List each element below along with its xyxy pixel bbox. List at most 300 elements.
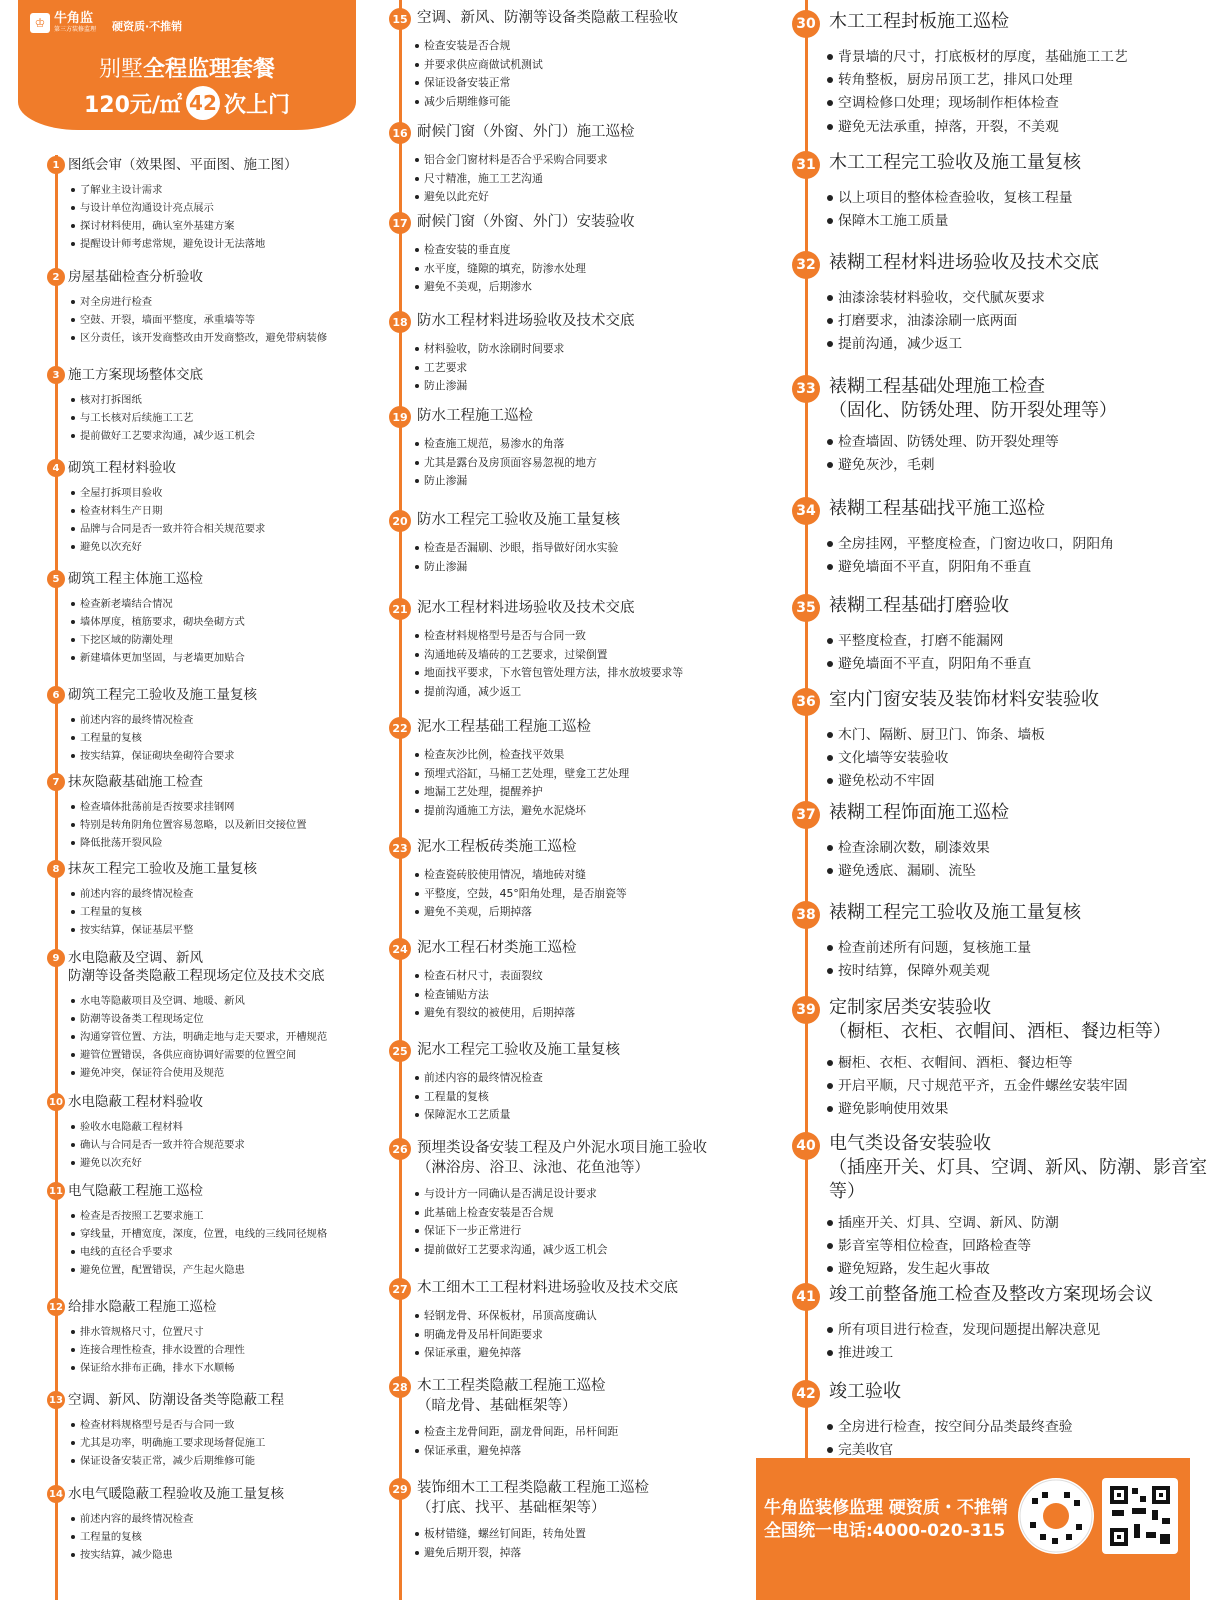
step-number-badge: 22 xyxy=(389,717,411,739)
step-header xyxy=(388,8,788,30)
step-point: 水电等隐蔽项目及空调、地暖、新风 xyxy=(80,992,380,1010)
step-title xyxy=(829,151,1081,175)
step-title-line: 裱糊工程基础打磨验收 xyxy=(829,595,1009,616)
step-point: 与设计单位沟通设计亮点展示 xyxy=(80,199,380,217)
step-3 xyxy=(0,366,380,445)
step-point: 油漆涂装材料验收，交代腻灰要求 xyxy=(838,287,1220,310)
step-point: 避免不美观，后期掉落 xyxy=(424,903,788,922)
step-title xyxy=(417,212,635,232)
step-title-line: 给排水隐蔽工程施工巡检 xyxy=(68,1299,217,1315)
step-header xyxy=(388,837,788,859)
step-title-line: 抹灰隐蔽基础施工检查 xyxy=(68,774,203,790)
step-title xyxy=(68,366,203,384)
step-header xyxy=(786,801,1220,829)
step-points xyxy=(838,1416,1220,1462)
step-point: 避免影响使用效果 xyxy=(838,1098,1220,1121)
step-points xyxy=(80,711,380,765)
step-36 xyxy=(786,688,1220,794)
logo-name: 牛角监 xyxy=(54,11,94,26)
step-title-line: 施工方案现场整体交底 xyxy=(68,367,203,383)
step-point: 前述内容的最终情况检查 xyxy=(80,711,380,729)
step-points xyxy=(424,151,788,207)
step-title-line: 竣工验收 xyxy=(829,1381,901,1402)
step-title-line: 木工工程类隐蔽工程施工巡检 xyxy=(417,1378,606,1394)
step-header xyxy=(388,212,788,234)
step-header xyxy=(0,860,380,878)
visits-count: 42 xyxy=(186,86,220,120)
step-point: 工程量的复核 xyxy=(80,1528,380,1546)
step-title-line: 水电气暖隐蔽工程验收及施工量复核 xyxy=(68,1486,284,1502)
step-title-line: 防水工程完工验收及施工量复核 xyxy=(417,512,620,528)
qr-code-icon[interactable] xyxy=(1102,1478,1178,1554)
step-25 xyxy=(388,1040,788,1125)
step-title xyxy=(417,837,577,857)
step-point: 与工长核对后续施工工艺 xyxy=(80,409,380,427)
step-header xyxy=(786,497,1220,525)
step-points xyxy=(424,37,788,111)
step-header xyxy=(0,1485,380,1503)
step-point: 检查瓷砖胶使用情况，墙地砖对缝 xyxy=(424,866,788,885)
step-title xyxy=(417,406,533,426)
step-point: 检查墙固、防锈处理、防开裂处理等 xyxy=(838,431,1220,454)
step-point: 降低批荡开裂风险 xyxy=(80,834,380,852)
step-point: 新建墙体更加坚固，与老墙更加贴合 xyxy=(80,649,380,667)
step-41 xyxy=(786,1283,1220,1365)
step-21 xyxy=(388,598,788,701)
step-24 xyxy=(388,938,788,1023)
step-title-line: （插座开关、灯具、空调、新风、防潮、影音室等） xyxy=(829,1157,1207,1202)
step-header xyxy=(786,251,1220,279)
step-2 xyxy=(0,268,380,347)
step-10 xyxy=(0,1093,380,1172)
step-points xyxy=(80,595,380,667)
step-point: 墙体厚度，植筋要求，砌块垒砌方式 xyxy=(80,613,380,631)
step-title xyxy=(829,594,1009,618)
step-title-line: 泥水工程板砖类施工巡检 xyxy=(417,839,577,855)
step-title-line: 预埋类设备安装工程及户外泥水项目施工验收 xyxy=(417,1140,707,1156)
step-point: 并要求供应商做试机测试 xyxy=(424,56,788,75)
step-number-badge: 6 xyxy=(47,686,65,704)
step-number-badge: 33 xyxy=(792,375,820,403)
step-points xyxy=(424,967,788,1023)
step-title xyxy=(68,1298,217,1316)
step-number-badge: 1 xyxy=(47,156,65,174)
step-header xyxy=(0,1391,380,1409)
step-points xyxy=(838,533,1220,579)
step-title xyxy=(68,860,257,878)
step-number-badge: 11 xyxy=(47,1182,65,1200)
step-number-badge: 9 xyxy=(47,949,65,967)
step-number-badge: 16 xyxy=(389,122,411,144)
step-points xyxy=(80,1416,380,1470)
step-12 xyxy=(0,1298,380,1377)
step-point: 保证设备安装正常 xyxy=(424,74,788,93)
step-title xyxy=(68,949,325,985)
step-point: 连接合理性检查，排水设置的合理性 xyxy=(80,1341,380,1359)
step-title-line: 空调、新风、防潮设备类等隐蔽工程 xyxy=(68,1392,284,1408)
step-title-line: 电气类设备安装验收 xyxy=(829,1133,991,1154)
step-number-badge: 21 xyxy=(389,598,411,620)
step-title-line: 泥水工程基础工程施工巡检 xyxy=(417,719,591,735)
step-number-badge: 37 xyxy=(792,801,820,829)
step-header xyxy=(786,1380,1220,1408)
step-point: 水平度，缝隙的填充，防渗水处理 xyxy=(424,260,788,279)
step-16 xyxy=(388,122,788,207)
step-point: 工程量的复核 xyxy=(424,1088,788,1107)
step-header xyxy=(786,688,1220,716)
step-title xyxy=(829,251,1099,275)
step-point: 前述内容的最终情况检查 xyxy=(80,885,380,903)
step-title-line: 水电隐蔽工程材料验收 xyxy=(68,1094,203,1110)
step-point: 提前沟通施工方法，避免水泥烧坏 xyxy=(424,802,788,821)
logo-sub: 第三方装修监理 xyxy=(54,26,97,33)
step-title xyxy=(829,901,1081,925)
step-points xyxy=(424,1423,788,1460)
step-title xyxy=(417,598,635,618)
step-header xyxy=(388,406,788,428)
step-30 xyxy=(786,10,1220,139)
step-point: 橱柜、衣柜、衣帽间、酒柜、餐边柜等 xyxy=(838,1052,1220,1075)
step-20 xyxy=(388,510,788,576)
step-header xyxy=(786,10,1220,38)
step-point: 全房挂网，平整度检查，门窗边收口，阴阳角 xyxy=(838,533,1220,556)
step-point: 检查材料规格型号是否与合同一致 xyxy=(80,1416,380,1434)
step-title-line: 图纸会审（效果图、平面图、施工图） xyxy=(68,157,298,173)
step-title xyxy=(829,1132,1220,1204)
step-1 xyxy=(0,156,380,253)
step-points xyxy=(80,391,380,445)
step-title xyxy=(68,686,257,704)
visits-text: 次上门 xyxy=(223,92,290,118)
step-title xyxy=(68,459,176,477)
step-38 xyxy=(786,901,1220,983)
step-title-line: 防潮等设备类隐蔽工程现场定位及技术交底 xyxy=(68,968,325,984)
step-title-line: 泥水工程石材类施工巡检 xyxy=(417,940,577,956)
step-title xyxy=(829,801,1009,825)
step-title-line: 裱糊工程饰面施工巡检 xyxy=(829,802,1009,823)
step-39 xyxy=(786,996,1220,1122)
step-title-line: （固化、防锈处理、防开裂处理等） xyxy=(829,400,1117,421)
step-number-badge: 24 xyxy=(389,938,411,960)
step-point: 开启平顺，尺寸规范平齐，五金件螺丝安装牢固 xyxy=(838,1075,1220,1098)
step-title-line: 裱糊工程基础处理施工检查 xyxy=(829,376,1045,397)
step-number-badge: 3 xyxy=(47,366,65,384)
step-point: 电线的直径合乎要求 xyxy=(80,1243,380,1261)
step-point: 防潮等设备类工程现场定位 xyxy=(80,1010,380,1028)
mini-program-qr-icon[interactable] xyxy=(1018,1478,1094,1554)
step-point: 检查主龙骨间距，副龙骨间距，吊杆间距 xyxy=(424,1423,788,1442)
step-header xyxy=(388,1138,788,1178)
step-points xyxy=(838,724,1220,794)
step-number-badge: 23 xyxy=(389,837,411,859)
step-point: 保证下一步正常进行 xyxy=(424,1222,788,1241)
step-title-line: 室内门窗安装及装饰材料安装验收 xyxy=(829,689,1099,710)
step-point: 所有项目进行检查，发现问题提出解决意见 xyxy=(838,1319,1220,1342)
step-point: 轻钢龙骨、环保板材，吊顶高度确认 xyxy=(424,1307,788,1326)
package-title-prefix: 别墅 xyxy=(98,57,143,82)
step-points xyxy=(424,241,788,297)
step-point: 按实结算，保证砌块垒砌符合要求 xyxy=(80,747,380,765)
step-point: 避免不美观，后期渗水 xyxy=(424,278,788,297)
step-point: 核对打拆图纸 xyxy=(80,391,380,409)
step-point: 背景墙的尺寸，打底板材的厚度，基础施工工艺 xyxy=(838,46,1220,69)
step-title xyxy=(417,510,620,530)
step-point: 避免透底、漏刷、流坠 xyxy=(838,860,1220,883)
step-title-line: 裱糊工程完工验收及施工量复核 xyxy=(829,902,1081,923)
step-28 xyxy=(388,1376,788,1460)
step-points xyxy=(424,1307,788,1363)
step-point: 确认与合同是否一致并符合规范要求 xyxy=(80,1136,380,1154)
step-point: 板材错缝，螺丝钉间距，转角处置 xyxy=(424,1525,788,1544)
step-point: 穿线量，开槽宽度，深度，位置，电线的三线同径规格 xyxy=(80,1225,380,1243)
step-point: 插座开关、灯具、空调、新风、防潮 xyxy=(838,1212,1220,1235)
step-number-badge: 2 xyxy=(47,268,65,286)
step-title xyxy=(829,375,1117,423)
step-title-line: 泥水工程材料进场验收及技术交底 xyxy=(417,600,635,616)
step-header xyxy=(388,311,788,333)
step-14 xyxy=(0,1485,380,1564)
step-number-badge: 34 xyxy=(792,497,820,525)
step-point: 平整度检查，打磨不能漏网 xyxy=(838,630,1220,653)
step-number-badge: 29 xyxy=(389,1478,411,1500)
step-title-line: 耐候门窗（外窗、外门）施工巡检 xyxy=(417,124,635,140)
step-point: 检查是否漏刷、沙眼，指导做好闭水实验 xyxy=(424,539,788,558)
column-right xyxy=(786,0,1220,1600)
step-title xyxy=(829,497,1045,521)
step-point: 检查安装是否合规 xyxy=(424,37,788,56)
step-point: 防止渗漏 xyxy=(424,377,788,396)
step-point: 保证给水排布正确，排水下水顺畅 xyxy=(80,1359,380,1377)
step-8 xyxy=(0,860,380,939)
step-point: 验收水电隐蔽工程材料 xyxy=(80,1118,380,1136)
step-26 xyxy=(388,1138,788,1259)
step-points xyxy=(424,746,788,820)
step-point: 尤其是露台及房顶面容易忽视的地方 xyxy=(424,454,788,473)
step-title xyxy=(417,8,678,28)
step-number-badge: 17 xyxy=(389,212,411,234)
step-title xyxy=(829,688,1099,712)
step-number-badge: 39 xyxy=(792,996,820,1024)
step-number-badge: 27 xyxy=(389,1278,411,1300)
step-points xyxy=(80,293,380,347)
step-title xyxy=(68,1182,203,1200)
step-header xyxy=(786,151,1220,179)
step-number-badge: 10 xyxy=(47,1093,65,1111)
step-point: 检查墙体批荡前是否按要求挂钢网 xyxy=(80,798,380,816)
banner-slogan: 硬资质·不推销 xyxy=(112,20,183,33)
step-number-badge: 31 xyxy=(792,151,820,179)
step-points xyxy=(838,937,1220,983)
step-points xyxy=(80,992,380,1082)
step-31 xyxy=(786,151,1220,233)
step-title xyxy=(829,996,1171,1044)
step-number-badge: 18 xyxy=(389,311,411,333)
step-point: 前述内容的最终情况检查 xyxy=(424,1069,788,1088)
step-title-line: 泥水工程完工验收及施工量复核 xyxy=(417,1042,620,1058)
step-4 xyxy=(0,459,380,556)
step-points xyxy=(424,627,788,701)
step-15 xyxy=(388,8,788,111)
step-header xyxy=(0,156,380,174)
step-title-line: （橱柜、衣柜、衣帽间、酒柜、餐边柜等） xyxy=(829,1021,1171,1042)
step-number-badge: 12 xyxy=(47,1298,65,1316)
step-title-line: 裱糊工程基础找平施工巡检 xyxy=(829,498,1045,519)
step-title-line: 木工工程完工验收及施工量复核 xyxy=(829,152,1081,173)
step-point: 按实结算，减少隐患 xyxy=(80,1546,380,1564)
step-title xyxy=(417,717,591,737)
step-number-badge: 8 xyxy=(47,860,65,878)
step-title-line: 竣工前整备施工检查及整改方案现场会议 xyxy=(829,1284,1153,1305)
step-point: 避免冲突，保证符合使用及规范 xyxy=(80,1064,380,1082)
step-point: 避免短路，发生起火事故 xyxy=(838,1258,1220,1281)
step-number-badge: 40 xyxy=(792,1132,820,1160)
step-point: 与设计方一同确认是否满足设计要求 xyxy=(424,1185,788,1204)
step-points xyxy=(424,340,788,396)
footer-brand-line: 牛角监装修监理 硬资质・不推销 xyxy=(764,1498,1008,1518)
step-number-badge: 19 xyxy=(389,406,411,428)
step-points xyxy=(80,1510,380,1564)
step-number-badge: 25 xyxy=(389,1040,411,1062)
step-point: 检查灰沙比例，检查找平效果 xyxy=(424,746,788,765)
step-point: 沟通地砖及墙砖的工艺要求，过梁倒置 xyxy=(424,646,788,665)
step-number-badge: 35 xyxy=(792,594,820,622)
step-title-line: （暗龙骨、基础框架等） xyxy=(417,1398,577,1414)
step-point: 避免以此充好 xyxy=(424,188,788,207)
step-number-badge: 38 xyxy=(792,901,820,929)
step-title xyxy=(417,311,635,331)
step-33 xyxy=(786,375,1220,477)
step-point: 避免后期开裂，掉落 xyxy=(424,1544,788,1563)
step-point: 铝合金门窗材料是否合乎采购合同要求 xyxy=(424,151,788,170)
step-19 xyxy=(388,406,788,491)
step-point: 特别是转角阴角位置容易忽略，以及新旧交接位置 xyxy=(80,816,380,834)
step-title xyxy=(68,156,298,174)
step-number-badge: 30 xyxy=(792,10,820,38)
step-point: 保证承重，避免掉落 xyxy=(424,1344,788,1363)
step-point: 避免以次充好 xyxy=(80,538,380,556)
step-number-badge: 32 xyxy=(792,251,820,279)
step-title-line: 防水工程施工巡检 xyxy=(417,408,533,424)
step-point: 全房进行检查，按空间分品类最终查验 xyxy=(838,1416,1220,1439)
step-point: 提前做好工艺要求沟通，减少返工机会 xyxy=(424,1241,788,1260)
step-point: 探讨材料使用，确认室外基建方案 xyxy=(80,217,380,235)
step-header xyxy=(786,996,1220,1044)
step-points xyxy=(424,1525,788,1562)
step-point: 对全房进行检查 xyxy=(80,293,380,311)
step-42 xyxy=(786,1380,1220,1462)
step-points xyxy=(838,630,1220,676)
step-point: 按实结算，保证基层平整 xyxy=(80,921,380,939)
step-number-badge: 20 xyxy=(389,510,411,532)
step-points xyxy=(838,837,1220,883)
step-title-line: 装饰细木工工程类隐蔽工程施工巡检 xyxy=(417,1480,649,1496)
step-point: 空调检修口处理；现场制作柜体检查 xyxy=(838,92,1220,115)
price-text: 120元/㎡ xyxy=(84,92,182,118)
step-title-line: 定制家居类安装验收 xyxy=(829,997,991,1018)
step-17 xyxy=(388,212,788,297)
step-point: 沟通穿管位置、方法，明确走地与走天要求，开槽规范 xyxy=(80,1028,380,1046)
step-title xyxy=(417,1138,707,1178)
step-point: 保障泥水工艺质量 xyxy=(424,1106,788,1125)
step-title-line: 木工细木工工程材料进场验收及技术交底 xyxy=(417,1280,678,1296)
step-point: 避免无法承重，掉落，开裂，不美观 xyxy=(838,116,1220,139)
step-29 xyxy=(388,1478,788,1562)
step-point: 提醒设计师考虑常规，避免设计无法落地 xyxy=(80,235,380,253)
contact-footer xyxy=(756,1458,1190,1600)
step-title-line: 抹灰工程完工验收及施工量复核 xyxy=(68,861,257,877)
step-points xyxy=(424,435,788,491)
step-32 xyxy=(786,251,1220,357)
step-point: 检查石材尺寸，表面裂纹 xyxy=(424,967,788,986)
step-point: 下挖区域的防潮处理 xyxy=(80,631,380,649)
step-title-line: 裱糊工程材料进场验收及技术交底 xyxy=(829,252,1099,273)
step-header xyxy=(0,1298,380,1316)
step-title-line: 防水工程材料进场验收及技术交底 xyxy=(417,313,635,329)
step-number-badge: 5 xyxy=(47,570,65,588)
ox-horn-logo-icon: ♔ xyxy=(30,13,50,33)
step-number-badge: 28 xyxy=(389,1376,411,1398)
step-point: 检查新老墙结合情况 xyxy=(80,595,380,613)
step-title-line: 水电隐蔽及空调、新风 xyxy=(68,950,203,966)
step-points xyxy=(838,46,1220,139)
step-title xyxy=(829,10,1009,34)
step-header xyxy=(0,366,380,384)
step-point: 减少后期维修可能 xyxy=(424,93,788,112)
step-point: 明确龙骨及吊杆间距要求 xyxy=(424,1326,788,1345)
step-point: 防止渗漏 xyxy=(424,472,788,491)
step-points xyxy=(424,1069,788,1125)
step-point: 影音室等相位检查，回路检查等 xyxy=(838,1235,1220,1258)
step-header xyxy=(388,938,788,960)
step-point: 防止渗漏 xyxy=(424,558,788,577)
step-title xyxy=(68,1093,203,1111)
step-title xyxy=(417,1376,606,1416)
step-point: 检查安装的垂直度 xyxy=(424,241,788,260)
step-23 xyxy=(388,837,788,922)
step-points xyxy=(80,1207,380,1279)
step-header xyxy=(388,1376,788,1416)
step-title-line: 木工工程封板施工巡检 xyxy=(829,11,1009,32)
step-number-badge: 4 xyxy=(47,459,65,477)
step-header xyxy=(0,268,380,286)
step-point: 避管位置错误，各供应商协调好需要的位置空间 xyxy=(80,1046,380,1064)
step-points xyxy=(80,1118,380,1172)
step-header xyxy=(786,1283,1220,1311)
step-point: 工程量的复核 xyxy=(80,903,380,921)
step-title xyxy=(829,1283,1153,1307)
step-number-badge: 36 xyxy=(792,688,820,716)
step-point: 平整度，空鼓，45°阳角处理，是否崩瓷等 xyxy=(424,885,788,904)
step-number-badge: 42 xyxy=(792,1380,820,1408)
step-title xyxy=(68,1485,284,1503)
step-header xyxy=(0,459,380,477)
step-point: 避免有裂纹的被使用，后期掉落 xyxy=(424,1004,788,1023)
step-number-badge: 13 xyxy=(47,1391,65,1409)
step-point: 地面找平要求，下水管包管处理方法，排水放坡要求等 xyxy=(424,664,788,683)
step-point: 保证承重，避免掉落 xyxy=(424,1442,788,1461)
step-point: 提前沟通，减少返工 xyxy=(838,333,1220,356)
step-points xyxy=(80,181,380,253)
step-point: 保证设备安装正常，减少后期维修可能 xyxy=(80,1452,380,1470)
step-title-line: 耐候门窗（外窗、外门）安装验收 xyxy=(417,214,635,230)
step-title-line: 空调、新风、防潮等设备类隐蔽工程验收 xyxy=(417,10,678,26)
step-13 xyxy=(0,1391,380,1470)
step-35 xyxy=(786,594,1220,676)
step-point: 提前做好工艺要求沟通，减少返工机会 xyxy=(80,427,380,445)
step-22 xyxy=(388,717,788,820)
step-point: 推进竣工 xyxy=(838,1342,1220,1365)
step-37 xyxy=(786,801,1220,883)
